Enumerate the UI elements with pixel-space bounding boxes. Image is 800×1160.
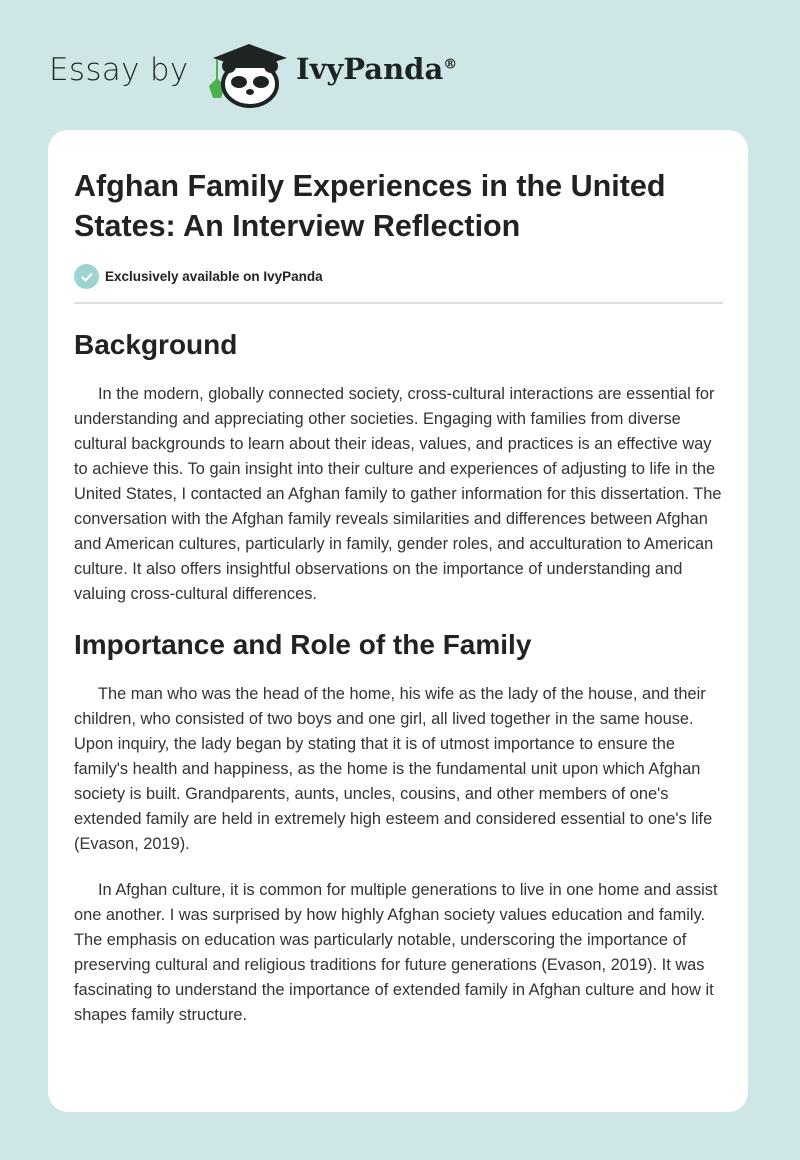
check-icon <box>74 264 99 289</box>
panda-logo-icon[interactable] <box>203 38 291 108</box>
exclusive-badge <box>74 264 323 289</box>
badge-label: Exclusively available on IvyPanda <box>105 269 323 284</box>
essay-by-label: Essay by <box>49 52 189 88</box>
essay-content <box>74 320 729 1049</box>
paragraph: In the modern, globally connected society, cross-cultural interactions are essential for understanding and appreciating other societies. Engaging with families from diverse cultural backgrounds to learn about their ideas, values, and practices is an effective way to achieve this. To gain insight into their culture and experiences of adjusting to life in the United States, I contacted an Afghan family to gather information for this dissertation. The conversation with the Afghan family reveals similarities and differences between Afghan and American cultures, particularly in family, gender roles, and acculturation to American culture. It also offers insightful observations on the importance of understanding and valuing cross-cultural differences. <box>74 385 722 603</box>
brand-name[interactable]: IvyPanda® <box>296 52 458 86</box>
paragraph: The man who was the head of the home, his wife as the lady of the house, and their children, who consisted of two boys and one girl, all lived together in the same house. Upon inquiry, the lady began by stating that it is of utmost importance to ensure the family's health and happiness, as the home is the fundamental unit upon which Afghan society is built. Grandparents, aunts, uncles, cousins, and other members of one's extended family are held in extremely high esteem and considered essential to one's life (Evason, 2019). <box>74 685 713 853</box>
page-title: Afghan Family Experiences in the United States: An Interview Reflection <box>74 169 666 243</box>
essay-card <box>48 130 748 1112</box>
section-heading: Importance and Role of the Family <box>74 629 532 660</box>
divider <box>74 302 723 304</box>
site-header <box>0 30 800 110</box>
section-heading: Background <box>74 329 238 360</box>
paragraph: In Afghan culture, it is common for multiple generations to live in one home and assist one another. I was surprised by how highly Afghan society values education and family. The emphasis on education was particularly notable, underscoring the importance of preserving cultural and religious traditions for future generations (Evason, 2019). It was fascinating to understand the importance of extended family in Afghan culture and how it shapes family structure. <box>74 881 718 1024</box>
